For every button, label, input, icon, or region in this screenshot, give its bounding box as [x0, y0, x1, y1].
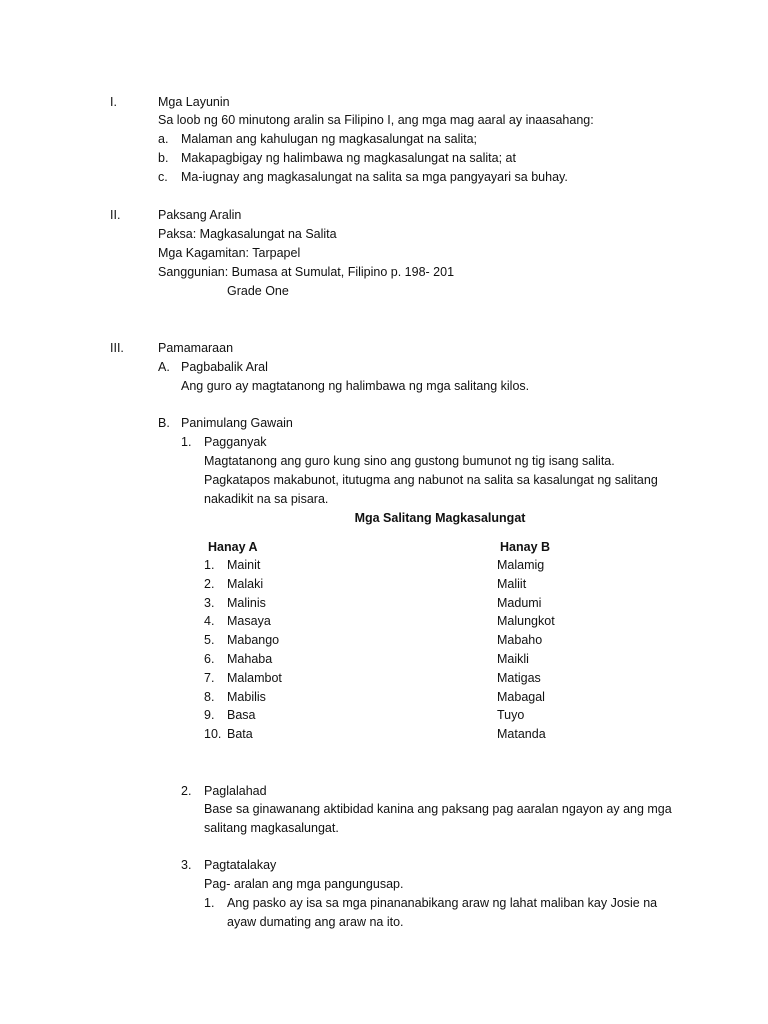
step-2-line: salitang magkasalungat. — [204, 821, 339, 835]
row-number: 9. — [204, 708, 215, 722]
step-2-title: Paglalahad — [204, 784, 267, 798]
step-1-line: Pagkatapos makabunot, itutugma ang nabunot na salita sa kasalungat ng salitang — [204, 473, 658, 487]
paksa-line: Paksa: Magkasalungat na Salita — [158, 227, 337, 241]
column-a-word: Basa — [227, 708, 256, 722]
grade-line: Grade One — [227, 284, 289, 298]
row-number: 4. — [204, 614, 215, 628]
sentence-1-number: 1. — [204, 896, 215, 910]
row-number: 5. — [204, 633, 215, 647]
objective-c-text: Ma-iugnay ang magkasalungat na salita sa mga pangyayari sa buhay. — [181, 170, 568, 184]
column-a-word: Malinis — [227, 596, 266, 610]
column-a-word: Mahaba — [227, 652, 273, 666]
objective-c-letter: c. — [158, 170, 168, 184]
column-b-word: Mabaho — [497, 633, 543, 647]
column-a-header: Hanay A — [208, 540, 258, 554]
objective-b-letter: b. — [158, 151, 169, 165]
sanggunian-line: Sanggunian: Bumasa at Sumulat, Filipino p. 198- 201 — [158, 265, 455, 279]
column-a-word: Mainit — [227, 558, 261, 572]
objective-a-letter: a. — [158, 132, 169, 146]
step-3-number: 3. — [181, 858, 192, 872]
row-number: 1. — [204, 558, 215, 572]
section-2-title: Paksang Aralin — [158, 208, 242, 222]
sentence-1-line: Ang pasko ay isa sa mga pinananabikang araw ng lahat maliban kay Josie na — [227, 896, 658, 910]
subsection-a-letter: A. — [158, 360, 170, 374]
row-number: 8. — [204, 690, 215, 704]
row-number: 3. — [204, 596, 215, 610]
step-2-number: 2. — [181, 784, 192, 798]
row-number: 10. — [204, 727, 222, 741]
subsection-a-text: Ang guro ay magtatanong ng halimbawa ng mga salitang kilos. — [181, 379, 530, 393]
step-1-number: 1. — [181, 435, 192, 449]
section-3-title: Pamamaraan — [158, 341, 234, 355]
column-b-word: Malungkot — [497, 614, 555, 628]
column-b-word: Maikli — [497, 652, 529, 666]
column-b-word: Matanda — [497, 727, 546, 741]
subsection-a-title: Pagbabalik Aral — [181, 360, 268, 374]
column-a-word: Mabilis — [227, 690, 266, 704]
column-b-word: Malamig — [497, 558, 545, 572]
column-b-word: Maliit — [497, 577, 527, 591]
column-b-word: Madumi — [497, 596, 542, 610]
table-title: Mga Salitang Magkasalungat — [354, 511, 526, 525]
column-a-word: Masaya — [227, 614, 271, 628]
step-3-intro: Pag- aralan ang mga pangungusap. — [204, 877, 404, 891]
step-1-line: nakadikit na sa pisara. — [204, 492, 329, 506]
row-number: 7. — [204, 671, 215, 685]
objective-b-text: Makapagbigay ng halimbawa ng magkasalungat na salita; at — [181, 151, 516, 165]
section-2-number: II. — [110, 208, 121, 222]
section-1-number: I. — [110, 95, 117, 109]
column-b-header: Hanay B — [500, 540, 551, 554]
subsection-b-letter: B. — [158, 416, 170, 430]
sentence-1-line: ayaw dumating ang araw na ito. — [227, 915, 404, 929]
subsection-b-title: Panimulang Gawain — [181, 416, 293, 430]
row-number: 6. — [204, 652, 215, 666]
step-1-line: Magtatanong ang guro kung sino ang gustong bumunot ng tig isang salita. — [204, 454, 615, 468]
column-a-word: Mabango — [227, 633, 280, 647]
section-1-intro: Sa loob ng 60 minutong aralin sa Filipino I, ang mga mag aaral ay inaasahang: — [158, 113, 594, 127]
row-number: 2. — [204, 577, 215, 591]
section-1-title: Mga Layunin — [158, 95, 230, 109]
step-3-title: Pagtatalakay — [204, 858, 277, 872]
column-a-word: Malaki — [227, 577, 264, 591]
step-2-line: Base sa ginawanang aktibidad kanina ang paksang pag aaralan ngayon ay ang mga — [204, 802, 672, 816]
column-b-word: Tuyo — [497, 708, 525, 722]
column-a-word: Malambot — [227, 671, 282, 685]
kagamitan-line: Mga Kagamitan: Tarpapel — [158, 246, 301, 260]
column-a-word: Bata — [227, 727, 253, 741]
column-b-word: Mabagal — [497, 690, 545, 704]
column-b-word: Matigas — [497, 671, 541, 685]
objective-a-text: Malaman ang kahulugan ng magkasalungat na salita; — [181, 132, 478, 146]
step-1-title: Pagganyak — [204, 435, 267, 449]
section-3-number: III. — [110, 341, 124, 355]
